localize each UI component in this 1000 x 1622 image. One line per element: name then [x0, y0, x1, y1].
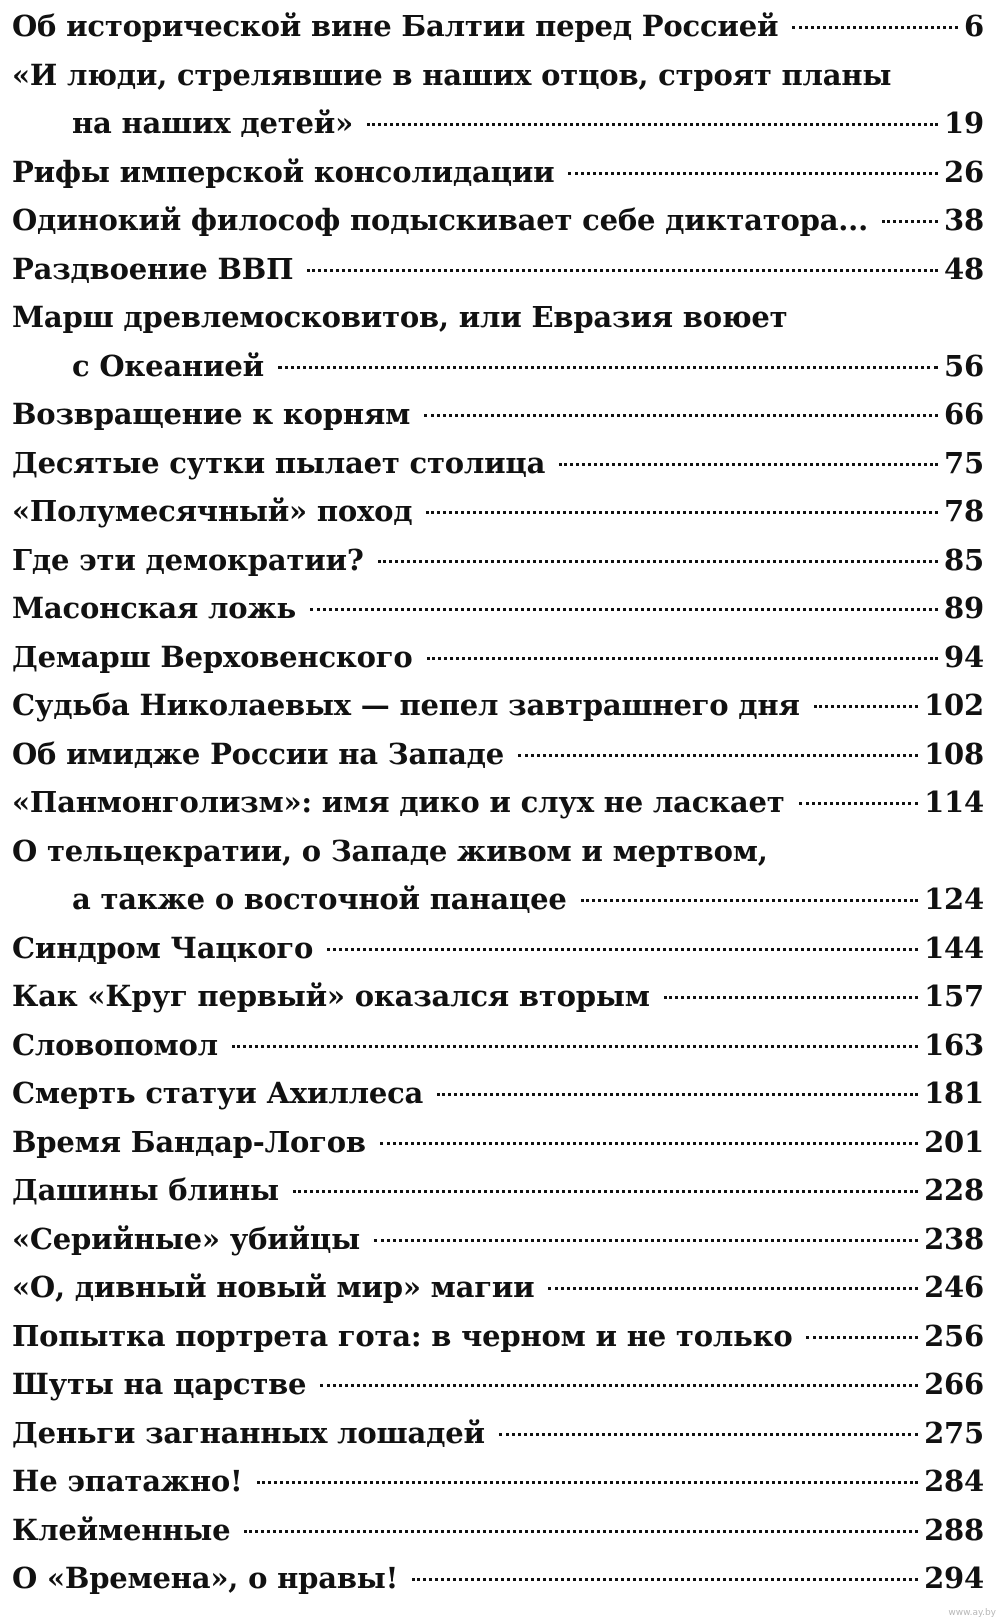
toc-entry-line — [12, 778, 984, 827]
toc-entry-title: Словопомол — [12, 1027, 218, 1062]
table-of-contents — [12, 2, 984, 1603]
dot-leader — [278, 366, 938, 369]
toc-entry-title: «Полумесячный» поход — [12, 494, 413, 528]
toc-entry-line — [12, 1215, 984, 1264]
toc-entry-title: Об исторической вине Балтии перед Россией — [12, 9, 779, 43]
toc-entry-line — [12, 924, 984, 973]
toc-entry-line — [12, 2, 984, 51]
toc-entry — [12, 778, 984, 827]
toc-page-number: 157 — [924, 979, 984, 1013]
toc-entry-line — [12, 1312, 984, 1361]
toc-entry-title: Время Бандар-Логов — [12, 1124, 366, 1159]
toc-page-number: 114 — [924, 785, 984, 819]
dot-leader — [882, 220, 938, 223]
toc-entry-title: Марш древлемосковитов, или Евразия воюет — [12, 300, 788, 334]
dot-leader — [424, 414, 938, 417]
toc-entry — [12, 1118, 984, 1167]
toc-entry-title: Возвращение к корням — [12, 397, 411, 431]
toc-page-number: 26 — [944, 154, 984, 189]
toc-entry — [12, 730, 984, 779]
toc-entry-line — [12, 1506, 984, 1555]
toc-entry — [12, 51, 984, 148]
toc-entry-title: Судьба Николаевых — пепел завтрашнего дня — [12, 688, 800, 722]
toc-entry — [12, 1021, 984, 1070]
toc-entry-line — [12, 1554, 984, 1603]
toc-entry-line — [12, 99, 984, 148]
dot-leader — [814, 705, 918, 708]
toc-entry-title: «О, дивный новый мир» магии — [12, 1270, 535, 1304]
toc-entry-line — [12, 1263, 984, 1312]
dot-leader — [310, 608, 938, 611]
toc-entry — [12, 1312, 984, 1361]
toc-page-number: 124 — [924, 882, 984, 916]
toc-entry — [12, 972, 984, 1021]
toc-entry — [12, 584, 984, 633]
toc-entry-title: «Панмонголизм»: имя дико и слух не ласкает — [12, 785, 785, 819]
toc-page-number: 56 — [944, 348, 984, 383]
toc-entry-title: Не эпатажно! — [12, 1464, 243, 1498]
toc-entry — [12, 536, 984, 585]
toc-entry-line — [12, 487, 984, 536]
toc-entry — [12, 293, 984, 390]
toc-entry — [12, 1166, 984, 1215]
toc-page-number: 288 — [924, 1512, 984, 1547]
toc-entry-line — [12, 390, 984, 439]
toc-entry-line — [12, 827, 984, 876]
dot-leader — [806, 1336, 918, 1339]
dot-leader — [307, 269, 938, 272]
toc-entry — [12, 196, 984, 245]
toc-entry-title: О «Времена», о нравы! — [12, 1561, 399, 1595]
toc-entry-line — [12, 342, 984, 391]
toc-entry-title: Одинокий философ подыскивает себе диктатора... — [12, 203, 868, 237]
toc-entry-line — [12, 1166, 984, 1215]
toc-entry-line — [12, 536, 984, 585]
toc-page-number: 19 — [944, 106, 984, 140]
toc-entry-title: Демарш Верховенского — [12, 639, 413, 674]
toc-entry-title: Десятые сутки пылает столица — [12, 445, 546, 480]
toc-entry — [12, 390, 984, 439]
dot-leader — [568, 172, 938, 175]
toc-entry-line — [12, 633, 984, 682]
toc-entry — [12, 1069, 984, 1118]
toc-page-number: 256 — [924, 1318, 984, 1353]
toc-entry-title: Клейменные — [12, 1512, 231, 1547]
toc-entry-line — [12, 1021, 984, 1070]
toc-page-number: 144 — [924, 930, 984, 965]
toc-page-number: 228 — [924, 1173, 984, 1207]
toc-entry — [12, 827, 984, 924]
toc-entry-title: «Серийные» убийцы — [12, 1221, 360, 1256]
toc-entry — [12, 439, 984, 488]
toc-entry-line — [12, 1118, 984, 1167]
toc-entry-title: Синдром Чацкого — [12, 930, 314, 965]
dot-leader — [499, 1433, 918, 1436]
toc-page-number: 163 — [924, 1027, 984, 1062]
toc-entry — [12, 1506, 984, 1555]
dot-leader — [427, 657, 939, 660]
toc-entry-line — [12, 148, 984, 197]
toc-entry-title: Дашины блины — [12, 1173, 279, 1207]
toc-entry-title: Об имидже России на Западе — [12, 736, 505, 771]
toc-entry-title: Где эти демократии? — [12, 542, 364, 577]
toc-page-number: 284 — [924, 1464, 984, 1498]
dot-leader — [799, 802, 919, 805]
toc-page-number: 38 — [944, 203, 984, 237]
dot-leader — [374, 1239, 918, 1242]
dot-leader — [437, 1093, 918, 1096]
toc-page-number: 238 — [924, 1221, 984, 1256]
toc-page-number: 181 — [924, 1076, 984, 1110]
toc-entry-title: Попытка портрета гота: в черном и не только — [12, 1318, 793, 1353]
toc-entry-title: Шуты на царстве — [12, 1367, 307, 1401]
toc-entry-line — [12, 875, 984, 924]
toc-entry — [12, 245, 984, 294]
toc-page-number: 66 — [944, 397, 984, 431]
toc-page-number: 94 — [944, 639, 984, 674]
dot-leader — [664, 996, 918, 999]
dot-leader — [426, 511, 938, 514]
toc-entry-title: Рифы имперской консолидации — [12, 154, 555, 189]
toc-entry-line — [12, 245, 984, 294]
dot-leader — [581, 899, 918, 902]
toc-entry-line — [12, 1360, 984, 1409]
toc-page-number: 85 — [944, 542, 984, 577]
toc-entry-title: Как «Круг первый» оказался вторым — [12, 979, 650, 1013]
toc-page-number: 102 — [924, 688, 984, 722]
toc-page-number: 48 — [944, 251, 984, 286]
toc-entry-title: с Океанией — [72, 348, 264, 383]
toc-entry — [12, 487, 984, 536]
toc-entry-line — [12, 1409, 984, 1458]
toc-entry-line — [12, 730, 984, 779]
dot-leader — [380, 1142, 918, 1145]
dot-leader — [378, 560, 938, 563]
toc-entry — [12, 1215, 984, 1264]
toc-entry-line — [12, 51, 984, 100]
watermark: www.ay.by — [948, 1608, 996, 1618]
toc-entry-title: Смерть статуи Ахиллеса — [12, 1076, 424, 1110]
toc-entry-title: «И люди, стрелявшие в наших отцов, строят планы — [12, 57, 892, 92]
toc-entry — [12, 148, 984, 197]
toc-entry-title: Раздвоение ВВП — [12, 251, 294, 286]
toc-page-number: 75 — [944, 445, 984, 480]
dot-leader — [559, 463, 938, 466]
toc-page-number: 246 — [924, 1270, 984, 1304]
toc-entry-line — [12, 1069, 984, 1118]
dot-leader — [232, 1045, 918, 1048]
toc-entry-line — [12, 293, 984, 342]
dot-leader — [293, 1190, 918, 1193]
toc-entry-line — [12, 972, 984, 1021]
toc-entry-line — [12, 681, 984, 730]
toc-entry-line — [12, 439, 984, 488]
toc-entry — [12, 681, 984, 730]
dot-leader — [327, 948, 918, 951]
toc-entry-line — [12, 584, 984, 633]
dot-leader — [412, 1578, 918, 1581]
toc-entry — [12, 1554, 984, 1603]
toc-page-number: 201 — [924, 1124, 984, 1159]
toc-entry — [12, 1457, 984, 1506]
toc-page-number: 266 — [924, 1367, 984, 1401]
dot-leader — [518, 754, 918, 757]
toc-entry — [12, 924, 984, 973]
toc-page-number: 78 — [944, 494, 984, 528]
toc-entry-title: на наших детей» — [72, 106, 354, 140]
toc-entry-line — [12, 196, 984, 245]
toc-page-number: 294 — [924, 1561, 984, 1595]
dot-leader — [257, 1481, 918, 1484]
toc-page-number: 108 — [924, 736, 984, 771]
dot-leader — [548, 1287, 918, 1290]
toc-entry — [12, 1360, 984, 1409]
toc-entry — [12, 633, 984, 682]
toc-entry-title: О тельцекратии, о Западе живом и мертвом, — [12, 833, 768, 868]
dot-leader — [244, 1530, 918, 1533]
toc-entry-title: Деньги загнанных лошадей — [12, 1415, 485, 1450]
toc-page-number: 6 — [964, 9, 984, 43]
toc-entry — [12, 1409, 984, 1458]
toc-entry-title: а также о восточной панацее — [72, 882, 567, 916]
toc-entry-title: Масонская ложь — [12, 591, 296, 625]
dot-leader — [792, 26, 958, 29]
toc-entry — [12, 2, 984, 51]
dot-leader — [320, 1384, 918, 1387]
toc-entry — [12, 1263, 984, 1312]
toc-page-number: 89 — [944, 591, 984, 625]
toc-page-number: 275 — [924, 1415, 984, 1450]
dot-leader — [367, 123, 938, 126]
toc-entry-line — [12, 1457, 984, 1506]
